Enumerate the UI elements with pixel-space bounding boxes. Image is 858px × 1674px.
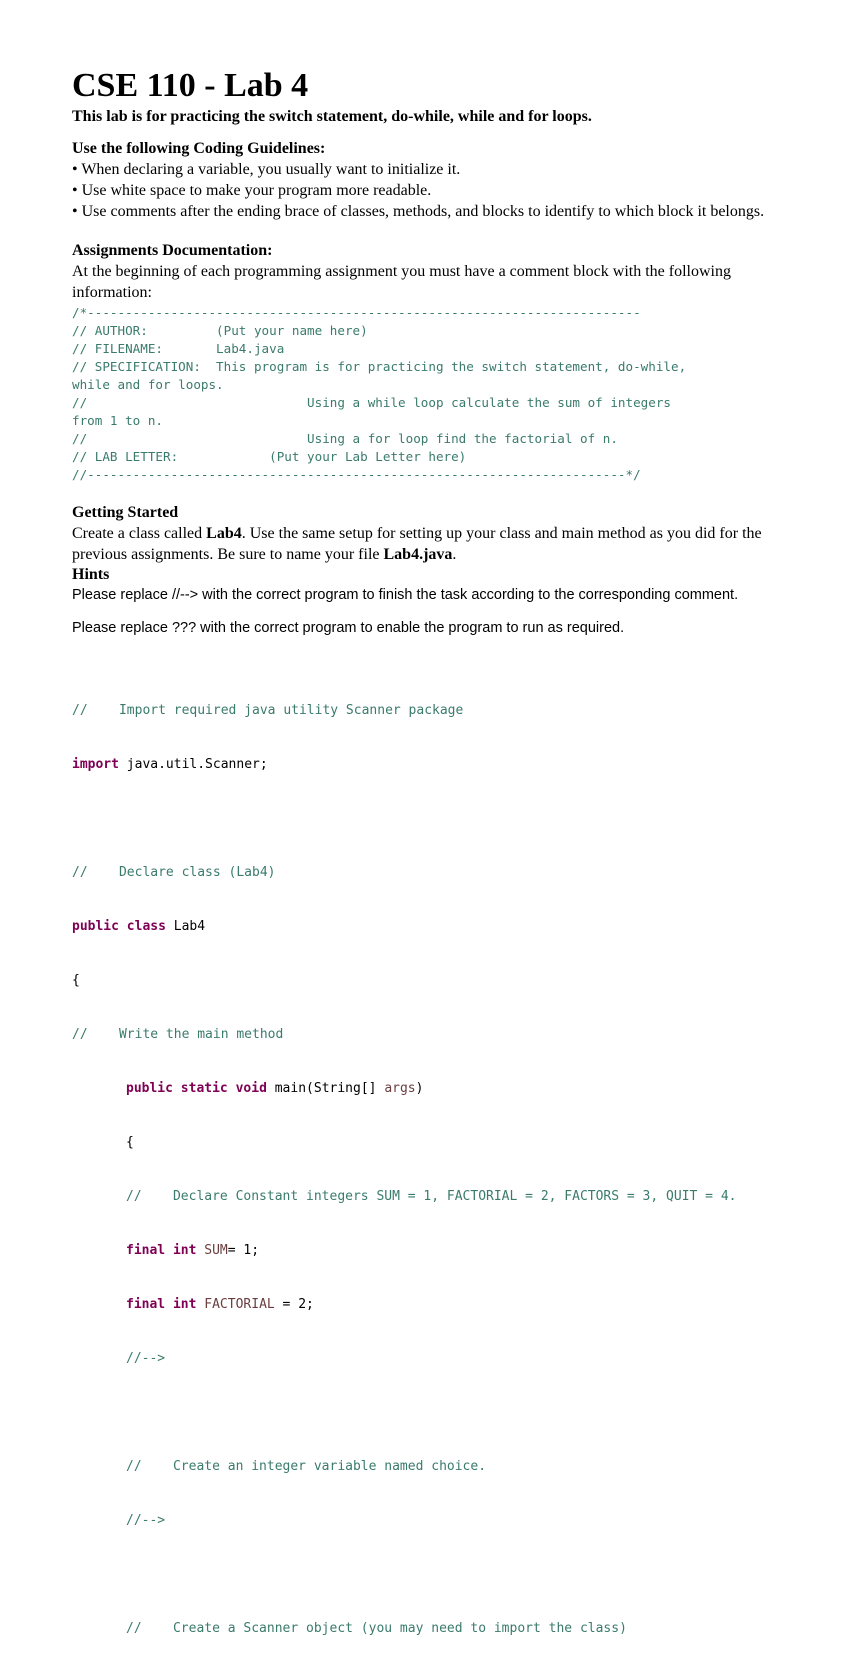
code-text: ) [415, 1081, 424, 1096]
hints-heading: Hints [72, 566, 110, 583]
hints-paragraph: Please replace //--> with the correct program to finish the task according to the corresponding comment. [72, 587, 739, 603]
keyword: public [126, 1081, 173, 1096]
code-placeholder: //--> [126, 1513, 166, 1528]
guideline-item: • Use white space to make your program more readable. [72, 182, 432, 199]
keyword: final [126, 1243, 166, 1258]
comment-line: while and for loops. [72, 377, 224, 392]
comment-line: // FILENAME: Lab4.java [72, 341, 285, 356]
code-line [72, 864, 782, 882]
getting-started-heading: Getting Started [72, 504, 179, 521]
code-variable: args [384, 1081, 416, 1096]
keyword: final [126, 1297, 166, 1312]
keyword: int [172, 1243, 197, 1258]
code-comment: // Declare Constant integers SUM = 1, FACTORIAL = 2, FACTORS = 3, QUIT = 4. [126, 1189, 737, 1204]
code-line [72, 1296, 782, 1314]
code-comment: // Import required java utility Scanner package [72, 703, 464, 718]
comment-line: // LAB LETTER: (Put your Lab Letter here) [72, 449, 467, 464]
guideline-item: • Use comments after the ending brace of classes, methods, and blocks to identify to which block it belongs. [72, 203, 765, 220]
documentation-intro: At the beginning of each programming assignment you must have a comment block with the following information: [72, 263, 731, 301]
code-text: = 2; [274, 1297, 314, 1312]
text-run: . [452, 546, 457, 563]
code-variable: SUM [204, 1243, 228, 1258]
code-comment: // Create an integer variable named choice. [126, 1459, 487, 1474]
code-line [72, 918, 782, 936]
header-comment-block [72, 304, 782, 484]
code-line [72, 1080, 782, 1098]
keyword: import [72, 757, 119, 772]
guideline-item: • When declaring a variable, you usually want to initialize it. [72, 161, 461, 178]
code-text: { [126, 1135, 134, 1150]
code-comment: // Declare class (Lab4) [72, 865, 276, 880]
comment-line: /*------------------------------------------------------------------------- [72, 305, 641, 320]
code-line [72, 1134, 782, 1152]
comment-line: // Using a for loop find the factorial of n. [72, 431, 618, 446]
getting-started-text [72, 523, 782, 565]
page-subtitle: This lab is for practicing the switch statement, do-while, while and for loops. [72, 108, 592, 125]
code-line [72, 1026, 782, 1044]
code-text: main(String[] [266, 1081, 385, 1096]
getting-started-section [72, 503, 782, 639]
guidelines-section [72, 139, 782, 222]
code-line [72, 756, 782, 774]
code-text: java.util.Scanner; [118, 757, 268, 772]
keyword: int [172, 1297, 197, 1312]
documentation-heading: Assignments Documentation: [72, 242, 273, 259]
comment-line: // SPECIFICATION: This program is for practicing the switch statement, do-while, [72, 359, 687, 374]
code-comment: // Create a Scanner object (you may need to import the class) [126, 1621, 627, 1636]
code-placeholder: //--> [126, 1351, 166, 1366]
code-line [72, 1242, 782, 1260]
comment-line: //-----------------------------------------------------------------------*/ [72, 467, 641, 482]
keyword: void [235, 1081, 267, 1096]
code-variable: FACTORIAL [204, 1297, 275, 1312]
page-title: CSE 110 - Lab 4 [72, 67, 309, 104]
code-text: { [72, 973, 80, 988]
code-line [72, 1188, 782, 1206]
comment-line: // AUTHOR: (Put your name here) [72, 323, 368, 338]
document-page [72, 66, 782, 1674]
keyword: class [126, 919, 166, 934]
file-name-bold: Lab4.java [383, 546, 453, 563]
code-line [72, 1512, 782, 1530]
keyword: public [72, 919, 119, 934]
comment-line: // Using a while loop calculate the sum of integers [72, 395, 671, 410]
code-line [72, 972, 782, 990]
class-name-bold: Lab4 [206, 525, 242, 542]
documentation-section [72, 241, 782, 484]
comment-line: from 1 to n. [72, 413, 163, 428]
guidelines-heading: Use the following Coding Guidelines: [72, 140, 326, 157]
code-text: Lab4 [165, 919, 206, 934]
code-text: = 1; [227, 1243, 260, 1258]
code-comment: // Write the main method [72, 1027, 284, 1042]
hints-paragraph: Please replace ??? with the correct program to enable the program to run as required. [72, 620, 625, 636]
text-run: Create a class called [72, 525, 207, 542]
code-line [72, 1458, 782, 1476]
code-line [72, 1350, 782, 1368]
keyword: static [180, 1081, 228, 1096]
code-line [72, 1620, 782, 1638]
code-line [72, 702, 782, 720]
code-listing [72, 666, 782, 1674]
text-run: . Use the same setup for setting up your class and main method as you did for the previous assignments. Be sure to name your file [72, 525, 762, 563]
